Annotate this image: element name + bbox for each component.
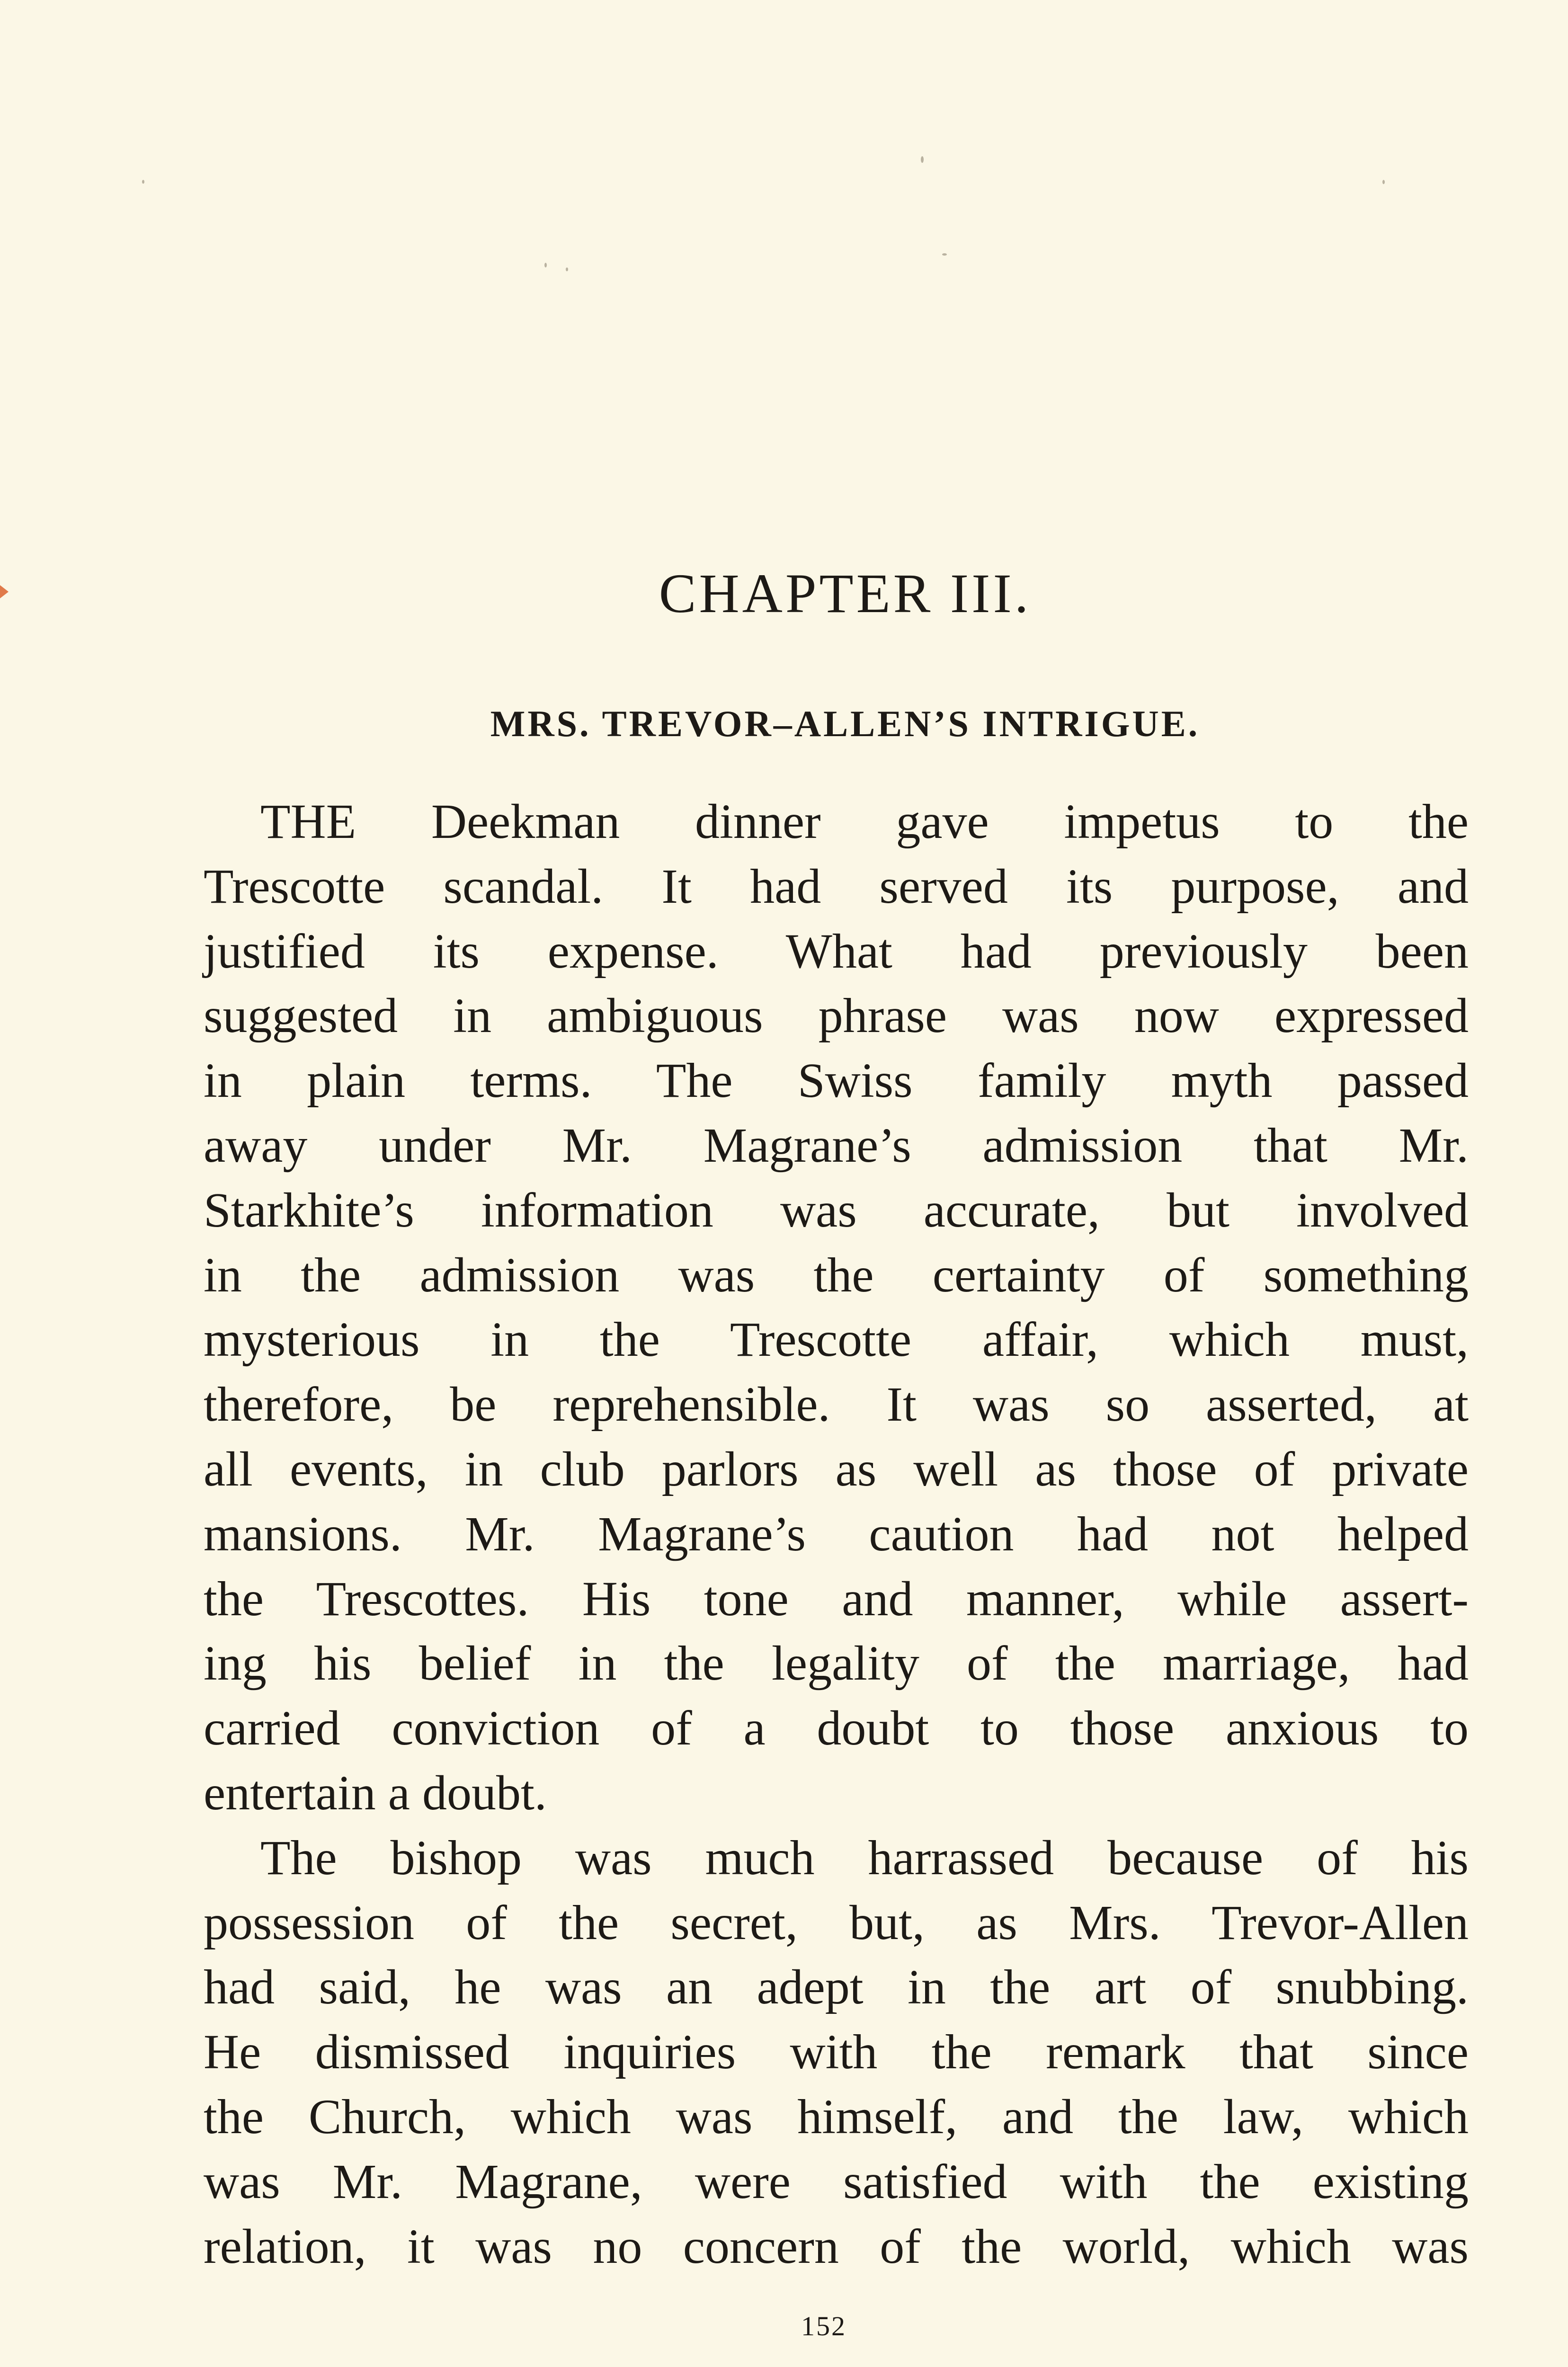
text-line: in plain terms. The Swiss family myth passed bbox=[204, 1053, 1469, 1108]
text-line: entertain a doubt. bbox=[204, 1765, 547, 1820]
text-line: THE Deekman dinner gave impetus to the bbox=[260, 794, 1469, 849]
text-line: the Trescottes. His tone and manner, while assert- bbox=[204, 1571, 1469, 1626]
text-line: The bishop was much harrassed because of his bbox=[260, 1830, 1469, 1885]
page-speck bbox=[142, 180, 144, 184]
page-edge-mark bbox=[0, 585, 9, 598]
page-speck bbox=[921, 156, 924, 163]
text-line: carried conviction of a doubt to those anxious to bbox=[204, 1701, 1469, 1756]
text-line: was Mr. Magrane, were satisfied with the existing bbox=[204, 2154, 1469, 2209]
text-line: had said, he was an adept in the art of snubbing. bbox=[204, 1960, 1469, 2015]
text-line: mansions. Mr. Magrane’s caution had not helped bbox=[204, 1506, 1469, 1561]
text-line: therefore, be reprehensible. It was so asserted, at bbox=[204, 1377, 1469, 1432]
chapter-subtitle: MRS. TREVOR–ALLEN’S INTRIGUE. bbox=[490, 703, 1200, 744]
page-speck bbox=[544, 263, 547, 267]
text-line: Starkhite’s information was accurate, but involved bbox=[204, 1183, 1469, 1237]
text-line: suggested in ambiguous phrase was now expressed bbox=[204, 988, 1469, 1043]
text-line: the Church, which was himself, and the law, which bbox=[204, 2089, 1469, 2144]
page-speck bbox=[942, 253, 947, 256]
text-line: He dismissed inquiries with the remark that since bbox=[204, 2025, 1469, 2080]
text-line: mysterious in the Trescotte affair, which must, bbox=[204, 1312, 1469, 1367]
text-line: relation, it was no concern of the world, which was bbox=[204, 2219, 1469, 2274]
page-number: 152 bbox=[801, 2311, 846, 2341]
text-line: all events, in club parlors as well as those of private bbox=[204, 1442, 1469, 1496]
body-text bbox=[204, 790, 1469, 2279]
text-line: ing his belief in the legality of the marriage, had bbox=[204, 1636, 1469, 1691]
text-line: possession of the secret, but, as Mrs. Trevor-Allen bbox=[204, 1895, 1469, 1950]
chapter-title: CHAPTER III. bbox=[659, 562, 1032, 624]
page-speck bbox=[1382, 180, 1385, 184]
text-line: in the admission was the certainty of something bbox=[204, 1247, 1469, 1302]
text-line: away under Mr. Magrane’s admission that Mr. bbox=[204, 1118, 1469, 1173]
page-speck bbox=[566, 267, 568, 271]
text-line: justified its expense. What had previously been bbox=[204, 924, 1469, 979]
text-line: Trescotte scandal. It had served its purpose, and bbox=[204, 859, 1469, 914]
